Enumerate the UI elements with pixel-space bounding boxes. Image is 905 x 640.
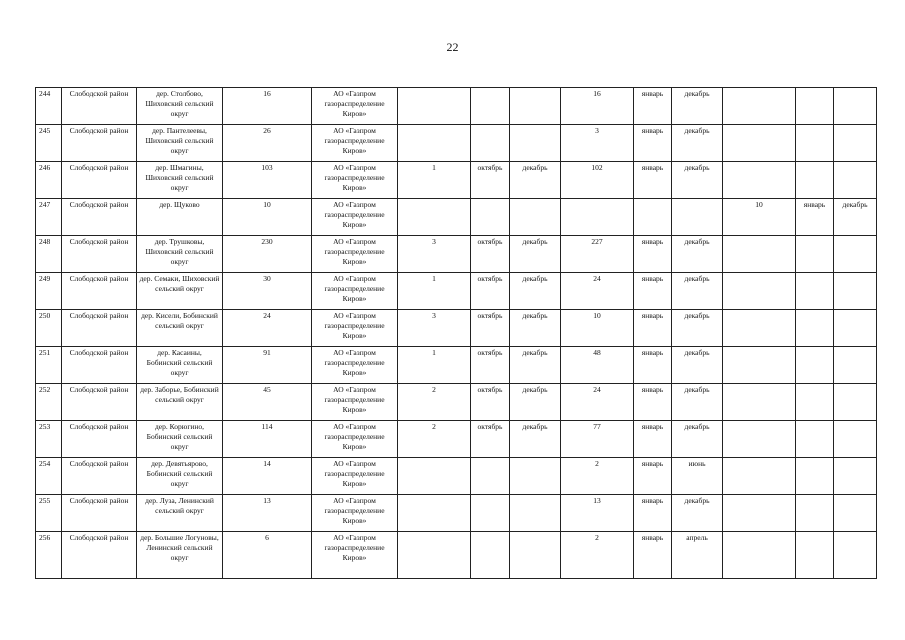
- stage2-count-cell: [561, 199, 634, 236]
- count-cell: 114: [223, 421, 312, 458]
- stage1-start-cell: [471, 495, 510, 532]
- stage3-start-cell: [796, 532, 834, 579]
- district-cell: Слободской район: [62, 384, 137, 421]
- row-number: 248: [36, 236, 62, 273]
- locality-cell: дер. Заборье, Бобинский сельский округ: [137, 384, 223, 421]
- stage3-count-cell: [723, 310, 796, 347]
- organization-cell: АО «Газпром газораспределение Киров»: [312, 384, 398, 421]
- stage2-count-cell: 227: [561, 236, 634, 273]
- stage2-end-cell: декабрь: [672, 236, 723, 273]
- stage2-start-cell: январь: [634, 125, 672, 162]
- stage1-end-cell: декабрь: [510, 347, 561, 384]
- district-cell: Слободской район: [62, 199, 137, 236]
- stage3-end-cell: [834, 125, 877, 162]
- stage1-end-cell: [510, 88, 561, 125]
- stage3-count-cell: [723, 421, 796, 458]
- organization-cell: АО «Газпром газораспределение Киров»: [312, 125, 398, 162]
- stage3-count-cell: [723, 125, 796, 162]
- locality-cell: дер. Касаины, Бобинский сельский округ: [137, 347, 223, 384]
- row-number: 246: [36, 162, 62, 199]
- stage1-count-cell: 1: [398, 347, 471, 384]
- stage3-end-cell: [834, 273, 877, 310]
- stage3-count-cell: 10: [723, 199, 796, 236]
- count-cell: 26: [223, 125, 312, 162]
- page-number: 22: [446, 40, 459, 54]
- stage3-end-cell: [834, 495, 877, 532]
- stage2-start-cell: январь: [634, 532, 672, 579]
- stage2-count-cell: 13: [561, 495, 634, 532]
- stage2-start-cell: январь: [634, 421, 672, 458]
- stage2-start-cell: январь: [634, 88, 672, 125]
- stage1-start-cell: октябрь: [471, 384, 510, 421]
- stage1-count-cell: 1: [398, 273, 471, 310]
- locality-cell: дер. Семаки, Шиховский сельский округ: [137, 273, 223, 310]
- stage2-count-cell: 2: [561, 458, 634, 495]
- stage3-end-cell: [834, 384, 877, 421]
- stage1-start-cell: октябрь: [471, 421, 510, 458]
- district-cell: Слободской район: [62, 88, 137, 125]
- stage1-end-cell: декабрь: [510, 236, 561, 273]
- locality-cell: дер. Корюгино, Бобинский сельский округ: [137, 421, 223, 458]
- stage2-start-cell: [634, 199, 672, 236]
- stage3-start-cell: [796, 162, 834, 199]
- stage2-start-cell: январь: [634, 162, 672, 199]
- stage3-end-cell: [834, 347, 877, 384]
- count-cell: 6: [223, 532, 312, 579]
- stage3-start-cell: [796, 88, 834, 125]
- stage3-count-cell: [723, 384, 796, 421]
- stage3-count-cell: [723, 532, 796, 579]
- stage2-end-cell: декабрь: [672, 273, 723, 310]
- stage1-end-cell: декабрь: [510, 162, 561, 199]
- row-number: 249: [36, 273, 62, 310]
- stage1-count-cell: [398, 495, 471, 532]
- locality-cell: дер. Трушковы, Шиховский сельский округ: [137, 236, 223, 273]
- table-row: [36, 273, 877, 310]
- stage2-end-cell: декабрь: [672, 88, 723, 125]
- stage2-start-cell: январь: [634, 495, 672, 532]
- district-cell: Слободской район: [62, 273, 137, 310]
- stage3-count-cell: [723, 273, 796, 310]
- stage3-start-cell: [796, 125, 834, 162]
- row-number: 247: [36, 199, 62, 236]
- schedule-table: [35, 87, 877, 579]
- stage2-start-cell: январь: [634, 458, 672, 495]
- organization-cell: АО «Газпром газораспределение Киров»: [312, 199, 398, 236]
- count-cell: 230: [223, 236, 312, 273]
- district-cell: Слободской район: [62, 310, 137, 347]
- stage1-start-cell: октябрь: [471, 273, 510, 310]
- row-number: 255: [36, 495, 62, 532]
- count-cell: 13: [223, 495, 312, 532]
- count-cell: 14: [223, 458, 312, 495]
- stage2-count-cell: 16: [561, 88, 634, 125]
- stage2-count-cell: 48: [561, 347, 634, 384]
- stage1-end-cell: [510, 458, 561, 495]
- stage2-count-cell: 24: [561, 273, 634, 310]
- row-number: 252: [36, 384, 62, 421]
- table-row: [36, 495, 877, 532]
- stage1-count-cell: [398, 458, 471, 495]
- stage2-start-cell: январь: [634, 273, 672, 310]
- stage2-end-cell: декабрь: [672, 310, 723, 347]
- stage2-end-cell: июнь: [672, 458, 723, 495]
- stage1-end-cell: [510, 532, 561, 579]
- stage1-count-cell: [398, 199, 471, 236]
- stage3-end-cell: декабрь: [834, 199, 877, 236]
- locality-cell: дер. Пантелеевы, Шиховский сельский округ: [137, 125, 223, 162]
- table-row: [36, 532, 877, 579]
- organization-cell: АО «Газпром газораспределение Киров»: [312, 347, 398, 384]
- count-cell: 10: [223, 199, 312, 236]
- stage2-count-cell: 2: [561, 532, 634, 579]
- stage3-end-cell: [834, 88, 877, 125]
- stage1-end-cell: декабрь: [510, 273, 561, 310]
- stage2-count-cell: 102: [561, 162, 634, 199]
- locality-cell: дер. Большие Логуновы, Ленинский сельский округ: [137, 532, 223, 579]
- table-row: [36, 125, 877, 162]
- stage2-start-cell: январь: [634, 236, 672, 273]
- organization-cell: АО «Газпром газораспределение Киров»: [312, 421, 398, 458]
- stage1-start-cell: октябрь: [471, 236, 510, 273]
- row-number: 256: [36, 532, 62, 579]
- district-cell: Слободской район: [62, 125, 137, 162]
- stage1-count-cell: 2: [398, 384, 471, 421]
- stage1-end-cell: декабрь: [510, 384, 561, 421]
- stage2-end-cell: декабрь: [672, 421, 723, 458]
- table-row: [36, 199, 877, 236]
- locality-cell: дер. Шмагины, Шиховский сельский округ: [137, 162, 223, 199]
- stage3-count-cell: [723, 495, 796, 532]
- table-row: [36, 162, 877, 199]
- stage3-start-cell: [796, 236, 834, 273]
- stage1-start-cell: [471, 458, 510, 495]
- stage3-end-cell: [834, 236, 877, 273]
- stage2-start-cell: январь: [634, 310, 672, 347]
- stage1-end-cell: декабрь: [510, 310, 561, 347]
- stage1-start-cell: [471, 125, 510, 162]
- stage2-start-cell: январь: [634, 384, 672, 421]
- row-number: 251: [36, 347, 62, 384]
- district-cell: Слободской район: [62, 347, 137, 384]
- stage2-start-cell: январь: [634, 347, 672, 384]
- organization-cell: АО «Газпром газораспределение Киров»: [312, 273, 398, 310]
- stage2-end-cell: декабрь: [672, 384, 723, 421]
- stage3-end-cell: [834, 310, 877, 347]
- stage3-count-cell: [723, 88, 796, 125]
- row-number: 254: [36, 458, 62, 495]
- district-cell: Слободской район: [62, 532, 137, 579]
- count-cell: 24: [223, 310, 312, 347]
- stage1-start-cell: [471, 88, 510, 125]
- stage1-count-cell: [398, 88, 471, 125]
- table-row: [36, 310, 877, 347]
- stage2-end-cell: апрель: [672, 532, 723, 579]
- stage1-count-cell: [398, 125, 471, 162]
- locality-cell: дер. Кисели, Бобинский сельский округ: [137, 310, 223, 347]
- count-cell: 91: [223, 347, 312, 384]
- row-number: 250: [36, 310, 62, 347]
- stage2-end-cell: декабрь: [672, 162, 723, 199]
- count-cell: 16: [223, 88, 312, 125]
- stage1-count-cell: 1: [398, 162, 471, 199]
- stage3-count-cell: [723, 236, 796, 273]
- stage2-count-cell: 24: [561, 384, 634, 421]
- stage3-end-cell: [834, 458, 877, 495]
- district-cell: Слободской район: [62, 458, 137, 495]
- stage2-end-cell: декабрь: [672, 495, 723, 532]
- count-cell: 103: [223, 162, 312, 199]
- organization-cell: АО «Газпром газораспределение Киров»: [312, 88, 398, 125]
- stage1-end-cell: [510, 199, 561, 236]
- district-cell: Слободской район: [62, 495, 137, 532]
- stage1-count-cell: 2: [398, 421, 471, 458]
- table-row: [36, 384, 877, 421]
- locality-cell: дер. Щуково: [137, 199, 223, 236]
- row-number: 245: [36, 125, 62, 162]
- stage1-start-cell: октябрь: [471, 310, 510, 347]
- table-row: [36, 421, 877, 458]
- organization-cell: АО «Газпром газораспределение Киров»: [312, 532, 398, 579]
- row-number: 253: [36, 421, 62, 458]
- locality-cell: дер. Столбово, Шиховский сельский округ: [137, 88, 223, 125]
- stage3-start-cell: [796, 310, 834, 347]
- stage3-count-cell: [723, 458, 796, 495]
- stage1-end-cell: [510, 125, 561, 162]
- stage1-count-cell: [398, 532, 471, 579]
- stage1-count-cell: 3: [398, 310, 471, 347]
- district-cell: Слободской район: [62, 162, 137, 199]
- organization-cell: АО «Газпром газораспределение Киров»: [312, 495, 398, 532]
- stage1-end-cell: декабрь: [510, 421, 561, 458]
- stage2-count-cell: 77: [561, 421, 634, 458]
- stage1-start-cell: [471, 532, 510, 579]
- stage3-end-cell: [834, 421, 877, 458]
- row-number: 244: [36, 88, 62, 125]
- locality-cell: дер. Девятьярово, Бобинский сельский округ: [137, 458, 223, 495]
- stage1-start-cell: [471, 199, 510, 236]
- stage2-count-cell: 3: [561, 125, 634, 162]
- count-cell: 45: [223, 384, 312, 421]
- locality-cell: дер. Луза, Ленинский сельский округ: [137, 495, 223, 532]
- stage3-start-cell: [796, 495, 834, 532]
- stage3-start-cell: [796, 347, 834, 384]
- table-row: [36, 458, 877, 495]
- organization-cell: АО «Газпром газораспределение Киров»: [312, 310, 398, 347]
- district-cell: Слободской район: [62, 236, 137, 273]
- stage3-start-cell: январь: [796, 199, 834, 236]
- stage3-count-cell: [723, 162, 796, 199]
- organization-cell: АО «Газпром газораспределение Киров»: [312, 236, 398, 273]
- table-row: [36, 347, 877, 384]
- stage1-end-cell: [510, 495, 561, 532]
- stage3-count-cell: [723, 347, 796, 384]
- stage3-end-cell: [834, 532, 877, 579]
- district-cell: Слободской район: [62, 421, 137, 458]
- stage2-end-cell: декабрь: [672, 125, 723, 162]
- organization-cell: АО «Газпром газораспределение Киров»: [312, 458, 398, 495]
- stage3-start-cell: [796, 384, 834, 421]
- stage3-start-cell: [796, 458, 834, 495]
- table-row: [36, 88, 877, 125]
- stage1-count-cell: 3: [398, 236, 471, 273]
- count-cell: 30: [223, 273, 312, 310]
- stage2-end-cell: [672, 199, 723, 236]
- stage2-count-cell: 10: [561, 310, 634, 347]
- stage3-start-cell: [796, 421, 834, 458]
- stage1-start-cell: октябрь: [471, 162, 510, 199]
- organization-cell: АО «Газпром газораспределение Киров»: [312, 162, 398, 199]
- stage1-start-cell: октябрь: [471, 347, 510, 384]
- stage3-start-cell: [796, 273, 834, 310]
- stage3-end-cell: [834, 162, 877, 199]
- table-row: [36, 236, 877, 273]
- stage2-end-cell: декабрь: [672, 347, 723, 384]
